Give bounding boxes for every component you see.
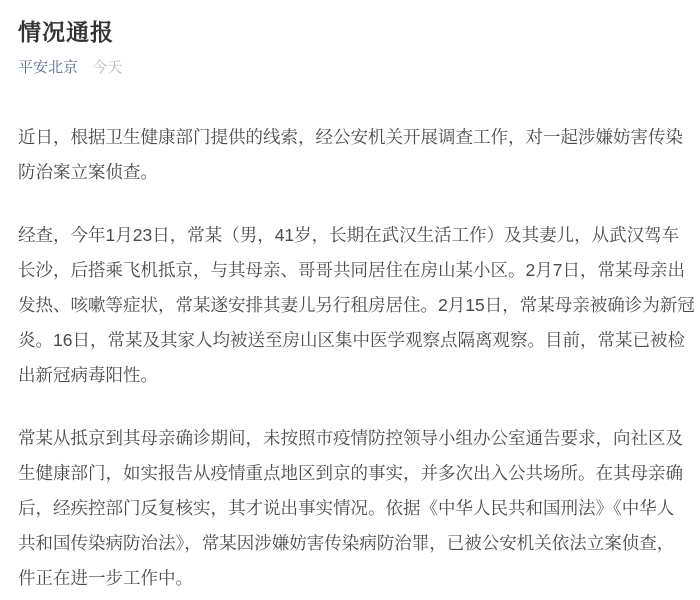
- text-line: 近日，根据卫生健康部门提供的线索，经公安机关开展调查工作，对一起涉嫌妨害传染: [18, 127, 683, 147]
- author-link[interactable]: 平安北京: [18, 59, 79, 76]
- byline: [18, 58, 700, 78]
- publish-timestamp: 今天: [92, 59, 123, 76]
- article-body: [18, 120, 700, 596]
- text-line: 长沙，后搭乘飞机抵京，与其母亲、哥哥共同居住在房山某小区。2月7日，常某母亲出: [18, 260, 685, 280]
- article-paragraph: [18, 120, 700, 190]
- text-line: 后，经疾控部门反复核实，其才说出事实情况。依据《中华人民共和国刑法》《中华人: [18, 498, 675, 518]
- text-line: 经查，今年1月23日，常某（男，41岁，长期在武汉生活工作）及其妻儿，从武汉驾车: [18, 225, 680, 245]
- text-line: 炎。16日，常某及其家人均被送至房山区集中医学观察点隔离观察。目前，常某已被检: [18, 330, 685, 350]
- page-title: 情况通报: [18, 19, 114, 45]
- text-line: 共和国传染病防治法》，常某因涉嫌妨害传染病防治罪，已被公安机关依法立案侦查，: [18, 533, 675, 553]
- text-line: 发热、咳嗽等症状，常某遂安排其妻儿另行租房居住。2月15日，常某母亲被确诊为新冠: [18, 295, 695, 315]
- text-line: 出新冠病毒阳性。: [18, 365, 158, 385]
- article-paragraph: [18, 218, 700, 393]
- text-line: 生健康部门，如实报告从疫情重点地区到京的事实，并多次出入公共场所。在其母亲确: [18, 463, 683, 483]
- text-line: 常某从抵京到其母亲确诊期间，未按照市疫情防控领导小组办公室通告要求，向社区及: [18, 428, 683, 448]
- text-line: 件正在进一步工作中。: [18, 568, 193, 588]
- article-paragraph: [18, 421, 700, 596]
- text-line: 防治案立案侦查。: [18, 162, 158, 182]
